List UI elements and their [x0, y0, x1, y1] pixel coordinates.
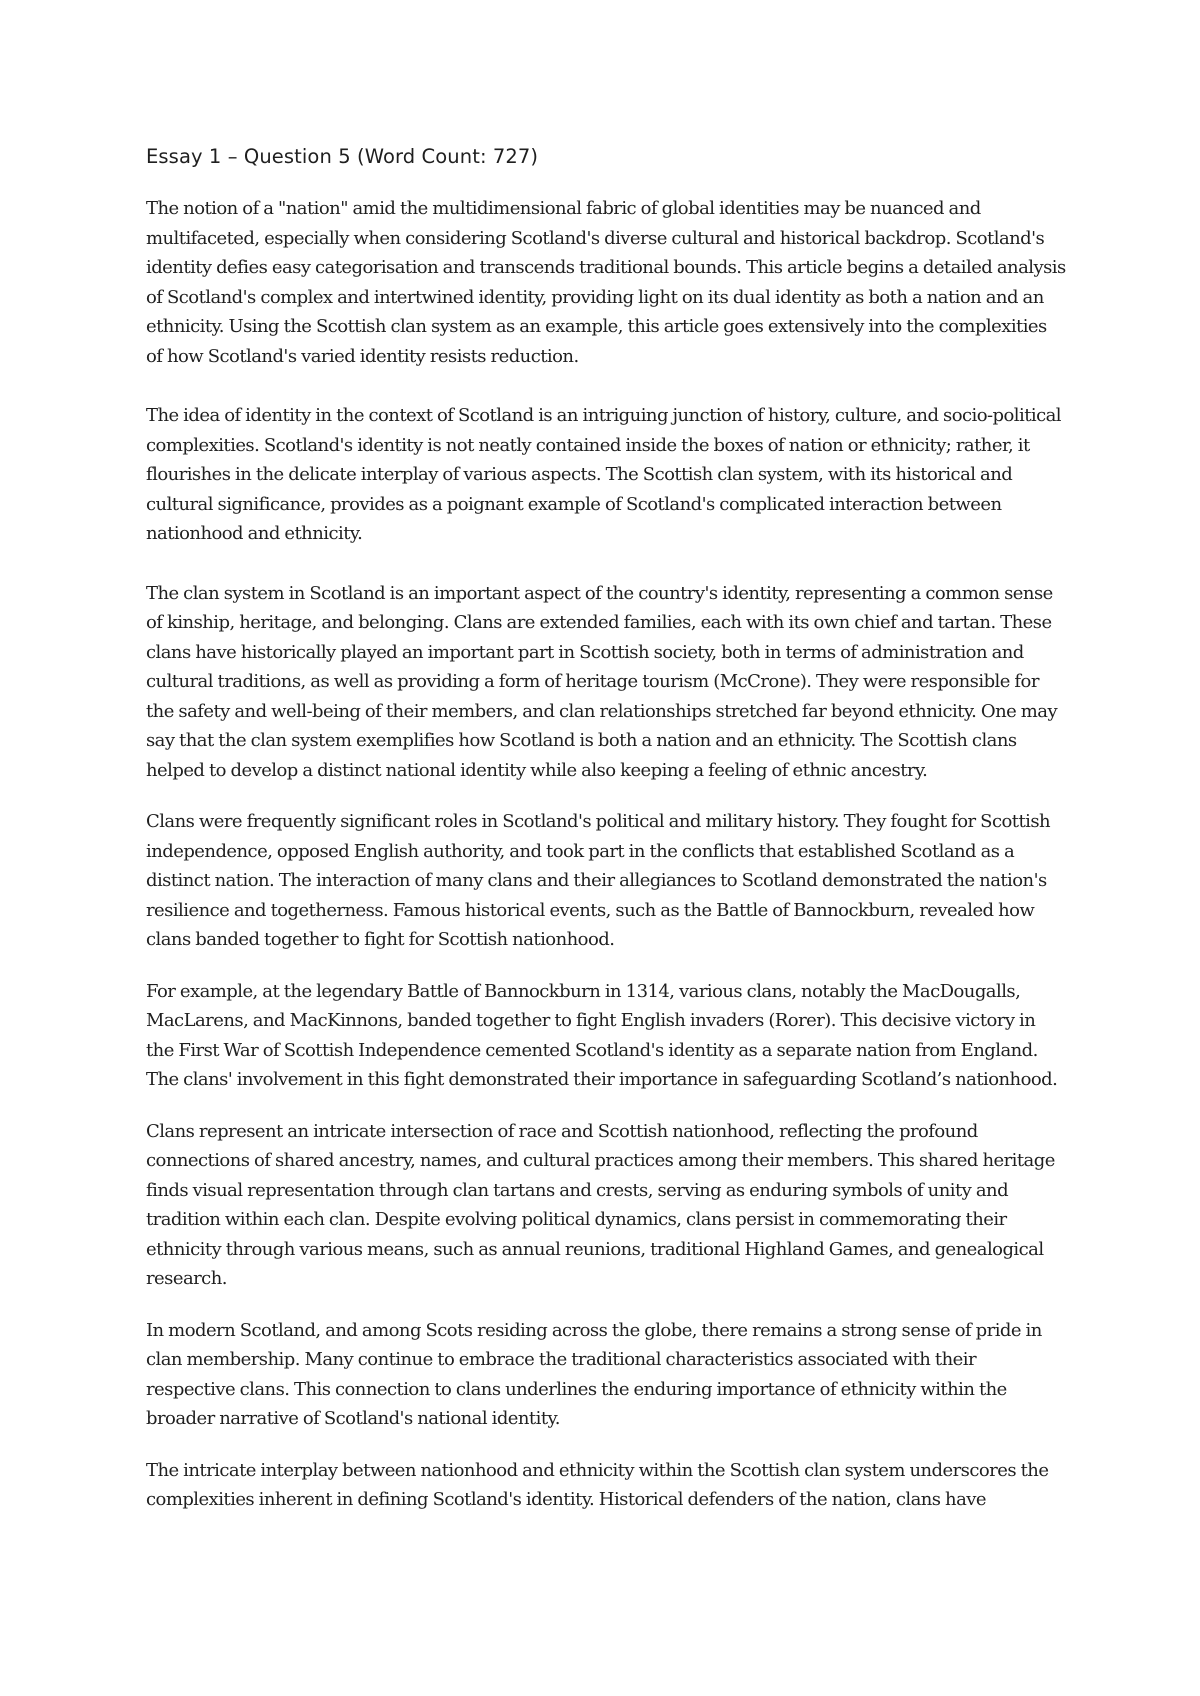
paragraph-identity: The idea of identity in the context of Scotland is an intriguing junction of history, culture, and socio-political complexities. Scotland's identity is not neatly contained inside the boxes of nation or ethnicity; rather, it flourishes in the delicate interplay of various aspects. The Scottish clan system, with its historical and cultural significance, provides as a poignant example of Scotland's complicated interaction between nationhood and ethnicity. — [146, 405, 1062, 544]
paragraph-modern-scotland: In modern Scotland, and among Scots residing across the globe, there remains a strong sense of pride in clan membership. Many continue to embrace the traditional characteristics associated with their respective clans. This connection to clans underlines the enduring importance of ethnicity within the broader narrative of Scotland's national identity. — [146, 1319, 1042, 1429]
paragraph-bannockburn: For example, at the legendary Battle of Bannockburn in 1314, various clans, notably the MacDougalls, MacLarens, and MacKinnons, banded together to fight English invaders (Rorer). This decisive victory in the First War of Scottish Independence cemented Scotland's identity as a separate nation from England. The clans' involvement in this fight demonstrated their importance in safeguarding Scotland’s nationhood. — [146, 980, 1058, 1090]
paragraph-intro: The notion of a "nation" amid the multidimensional fabric of global identities may be nuanced and multifaceted, especially when considering Scotland's diverse cultural and historical backdrop. Scotland's identity defies easy categorisation and transcends traditional bounds. This article begins a detailed analysis of Scotland's complex and intertwined identity, providing light on its dual identity as both a nation and an ethnicity. Using the Scottish clan system as an example, this article goes extensively into the complexities of how Scotland's varied identity resists reduction. — [146, 198, 1066, 367]
paragraph-race-nationhood: Clans represent an intricate intersection of race and Scottish nationhood, reflecting the profound connections of shared ancestry, names, and cultural practices among their members. This shared heritage finds visual representation through clan tartans and crests, serving as enduring symbols of unity and tradition within each clan. Despite evolving political dynamics, clans persist in commemorating their ethnicity through various means, such as annual reunions, traditional Highland Games, and genealogical research. — [146, 1120, 1055, 1289]
paragraph-clan-system: The clan system in Scotland is an important aspect of the country's identity, representing a common sense of kinship, heritage, and belonging. Clans are extended families, each with its own chief and tartan. These clans have historically played an important part in Scottish society, both in terms of administration and cultural traditions, as well as providing a form of heritage tourism (McCrone). They were responsible for the safety and well-being of their members, and clan relationships stretched far beyond ethnicity. One may say that the clan system exemplifies how Scotland is both a nation and an ethnicity. The Scottish clans helped to develop a distinct national identity while also keeping a feeling of ethnic ancestry. — [146, 582, 1058, 781]
paragraph-interplay: The intricate interplay between nationhood and ethnicity within the Scottish clan system underscores the complexities inherent in defining Scotland's identity. Historical defenders of the nation, clans have — [146, 1459, 1049, 1510]
document-body — [146, 143, 1066, 1515]
paragraph-clan-history: Clans were frequently significant roles in Scotland's political and military history. They fought for Scottish independence, opposed English authority, and took part in the conflicts that established Scotland as a distinct nation. The interaction of many clans and their allegiances to Scotland demonstrated the nation's resilience and togetherness. Famous historical events, such as the Battle of Bannockburn, revealed how clans banded together to fight for Scottish nationhood. — [146, 811, 1051, 950]
essay-title: Essay 1 – Question 5 (Word Count: 727) — [146, 145, 539, 168]
